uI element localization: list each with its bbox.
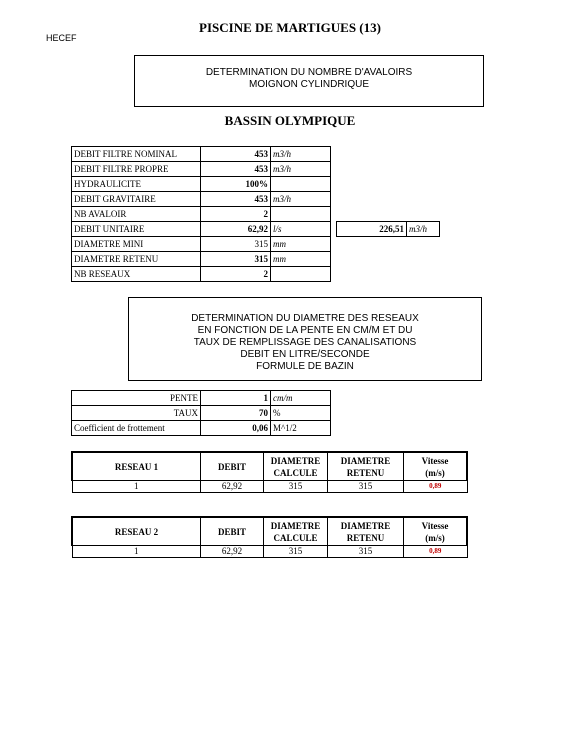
header-line: DIAMETRE <box>270 455 321 466</box>
reseau-title: RESEAU 1 <box>72 452 201 481</box>
document-title: PISCINE DE MARTIGUES (13) <box>199 20 381 35</box>
table-row <box>72 452 467 481</box>
side-unit: m3/h <box>407 222 440 237</box>
header-line: (m/s) <box>425 532 445 543</box>
coef-value: 0,06 <box>201 421 271 436</box>
param-value: 453 <box>201 162 271 177</box>
header-line: RETENU <box>346 532 385 543</box>
param-unit: mm <box>271 237 331 252</box>
param-label: DEBIT GRAVITAIRE <box>72 192 201 207</box>
cell-calcule: 315 <box>264 546 328 558</box>
header-line: CALCULE <box>273 467 318 478</box>
organization-label: HECEF <box>46 33 77 43</box>
header-vitesse <box>404 517 468 546</box>
table-row <box>337 222 440 237</box>
header-line: (m/s) <box>425 467 445 478</box>
coef-value: 70 <box>201 406 271 421</box>
param-value: 2 <box>201 207 271 222</box>
cell-calcule: 315 <box>264 481 328 493</box>
header-line: DIAMETRE <box>270 520 321 531</box>
table-row <box>72 162 331 177</box>
param-value: 2 <box>201 267 271 282</box>
cell-debit: 62,92 <box>201 481 264 493</box>
param-label: DEBIT UNITAIRE <box>72 222 201 237</box>
param-unit: m3/h <box>271 162 331 177</box>
header-diametre-calcule <box>264 517 328 546</box>
box2-line3: TAUX DE REMPLISSAGE DES CANALISATIONS <box>193 337 417 348</box>
coef-unit: cm/m <box>271 391 331 406</box>
table-row <box>72 252 331 267</box>
cell-num: 1 <box>72 481 201 493</box>
side-value-table <box>336 221 440 237</box>
table-row <box>72 546 467 558</box>
reseau-2-table <box>71 516 468 558</box>
box1-line1: DETERMINATION DU NOMBRE D'AVALOIRS <box>205 67 413 78</box>
cell-num: 1 <box>72 546 201 558</box>
coef-label: Coefficient de frottement <box>72 421 201 436</box>
header-diametre-calcule <box>264 452 328 481</box>
box1-line2: MOIGNON CYLINDRIQUE <box>248 79 369 90</box>
side-value: 226,51 <box>337 222 407 237</box>
param-unit: mm <box>271 252 331 267</box>
param-label: NB RESEAUX <box>72 267 201 282</box>
header-diametre-retenu <box>328 452 404 481</box>
param-unit <box>271 177 331 192</box>
coef-unit: % <box>271 406 331 421</box>
cell-vitesse: 0,89 <box>404 481 468 493</box>
coef-label: PENTE <box>72 391 201 406</box>
param-value: 315 <box>201 252 271 267</box>
param-unit: m3/h <box>271 147 331 162</box>
header-line: DIAMETRE <box>340 520 391 531</box>
coefficient-table <box>71 390 331 436</box>
cell-debit: 62,92 <box>201 546 264 558</box>
param-value: 315 <box>201 237 271 252</box>
param-label: NB AVALOIR <box>72 207 201 222</box>
table-row <box>72 481 467 493</box>
header-line: Vitesse <box>421 520 449 531</box>
coef-label: TAUX <box>72 406 201 421</box>
table-row <box>72 177 331 192</box>
table-row <box>72 147 331 162</box>
header-diametre-retenu <box>328 517 404 546</box>
table-row <box>72 421 331 436</box>
table-row <box>72 222 331 237</box>
param-value: 100% <box>201 177 271 192</box>
table-row <box>72 406 331 421</box>
box2-line2: EN FONCTION DE LA PENTE EN CM/M ET DU <box>197 325 413 336</box>
table-row <box>72 237 331 252</box>
coef-unit: M^1/2 <box>271 421 331 436</box>
header-debit: DEBIT <box>201 517 264 546</box>
param-label: DIAMETRE MINI <box>72 237 201 252</box>
param-label: DEBIT FILTRE NOMINAL <box>72 147 201 162</box>
param-unit: l/s <box>271 222 331 237</box>
cell-retenu: 315 <box>328 481 404 493</box>
header-line: Vitesse <box>421 455 449 466</box>
table-row <box>72 267 331 282</box>
param-value: 453 <box>201 192 271 207</box>
table-row <box>72 192 331 207</box>
cell-vitesse: 0,89 <box>404 546 468 558</box>
param-label: DEBIT FILTRE PROPRE <box>72 162 201 177</box>
table-row <box>72 517 467 546</box>
header-box-avaloirs <box>134 55 484 107</box>
param-unit <box>271 207 331 222</box>
header-line: DIAMETRE <box>340 455 391 466</box>
param-value: 62,92 <box>201 222 271 237</box>
box2-line5: FORMULE DE BAZIN <box>256 361 354 372</box>
parameters-table <box>71 146 331 282</box>
param-value: 453 <box>201 147 271 162</box>
reseau-1-table <box>71 451 468 493</box>
param-unit: m3/h <box>271 192 331 207</box>
box2-line4: DEBIT EN LITRE/SECONDE <box>240 349 370 360</box>
box2-line1: DETERMINATION DU DIAMETRE DES RESEAUX <box>191 313 419 324</box>
table-row <box>72 391 331 406</box>
header-debit: DEBIT <box>201 452 264 481</box>
header-line: RETENU <box>346 467 385 478</box>
header-vitesse <box>404 452 468 481</box>
param-unit <box>271 267 331 282</box>
cell-retenu: 315 <box>328 546 404 558</box>
table-row <box>72 207 331 222</box>
reseau-title: RESEAU 2 <box>72 517 201 546</box>
section-subtitle: BASSIN OLYMPIQUE <box>224 113 356 128</box>
header-box-reseaux <box>128 297 482 381</box>
param-label: HYDRAULICITE <box>72 177 201 192</box>
coef-value: 1 <box>201 391 271 406</box>
param-label: DIAMETRE RETENU <box>72 252 201 267</box>
header-line: CALCULE <box>273 532 318 543</box>
